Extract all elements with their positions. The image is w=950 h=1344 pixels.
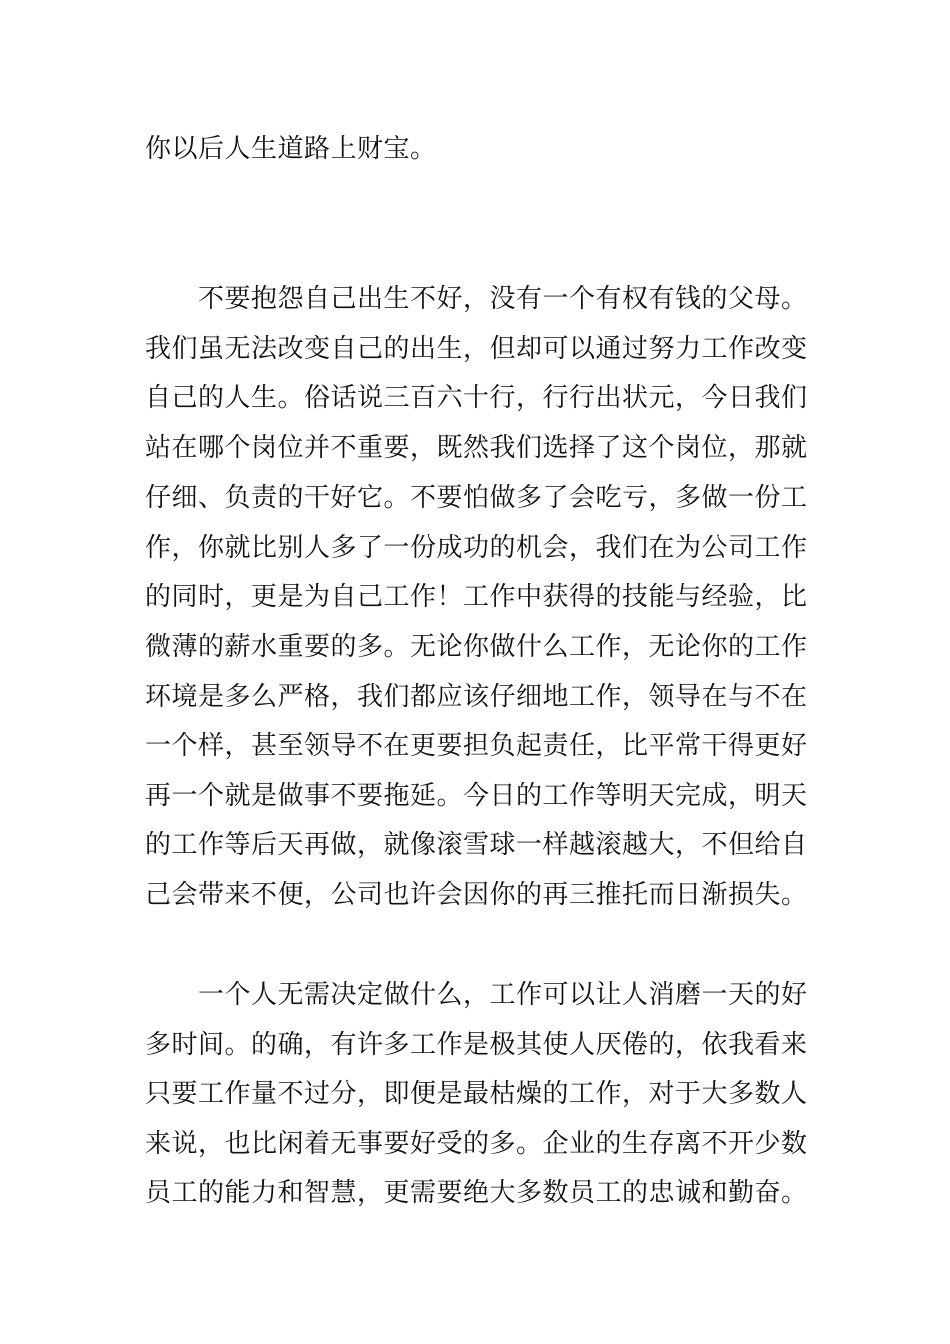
paragraph-2-line-9: 环境是多么严格，我们都应该仔细地工作，领导在与不在 — [145, 682, 808, 712]
paragraph-3-line-1: 一个人无需决定做什么，工作可以让人消磨一天的好 — [145, 980, 808, 1010]
paragraph-2-line-11: 再一个就是做事不要拖延。今日的工作等明天完成，明天 — [145, 781, 808, 811]
paragraph-2-line-10: 一个样，甚至领导不在更要担负起责任，比平常干得更好 — [145, 731, 808, 761]
paragraph-2-line-8: 微薄的薪水重要的多。无论你做什么工作，无论你的工作 — [145, 632, 808, 662]
paragraph-2-line-3: 自己的人生。俗话说三百六十行，行行出状元，今日我们 — [145, 383, 808, 413]
paragraph-2-line-4: 站在哪个岗位并不重要，既然我们选择了这个岗位，那就 — [145, 433, 808, 463]
paragraph-2-line-13: 己会带来不便，公司也许会因你的再三推托而日渐损失。 — [145, 880, 808, 910]
paragraph-3-line-4: 来说，也比闲着无事要好受的多。企业的生存离不开少数 — [145, 1129, 808, 1159]
paragraph-1-line-1: 你以后人生道路上财宝。 — [145, 134, 437, 164]
paragraph-2-line-7: 的同时，更是为自己工作！工作中获得的技能与经验，比 — [145, 582, 808, 612]
paragraph-3-line-2: 多时间。的确，有许多工作是极其使人厌倦的，依我看来 — [145, 1030, 808, 1060]
paragraph-2-line-12: 的工作等后天再做，就像滚雪球一样越滚越大，不但给自 — [145, 830, 808, 860]
paragraph-2-line-1: 不要抱怨自己出生不好，没有一个有权有钱的父母。 — [145, 284, 808, 314]
paragraph-2-line-6: 作，你就比别人多了一份成功的机会，我们在为公司工作 — [145, 533, 808, 563]
paragraph-2-line-2: 我们虽无法改变自己的出生，但却可以通过努力工作改变 — [145, 334, 808, 364]
paragraph-2-line-5: 仔细、负责的干好它。不要怕做多了会吃亏，多做一份工 — [145, 483, 808, 513]
paragraph-3-line-5: 员工的能力和智慧，更需要绝大多数员工的忠诚和勤奋。 — [145, 1178, 808, 1208]
paragraph-3-line-3: 只要工作量不过分，即便是最枯燥的工作，对于大多数人 — [145, 1079, 808, 1109]
